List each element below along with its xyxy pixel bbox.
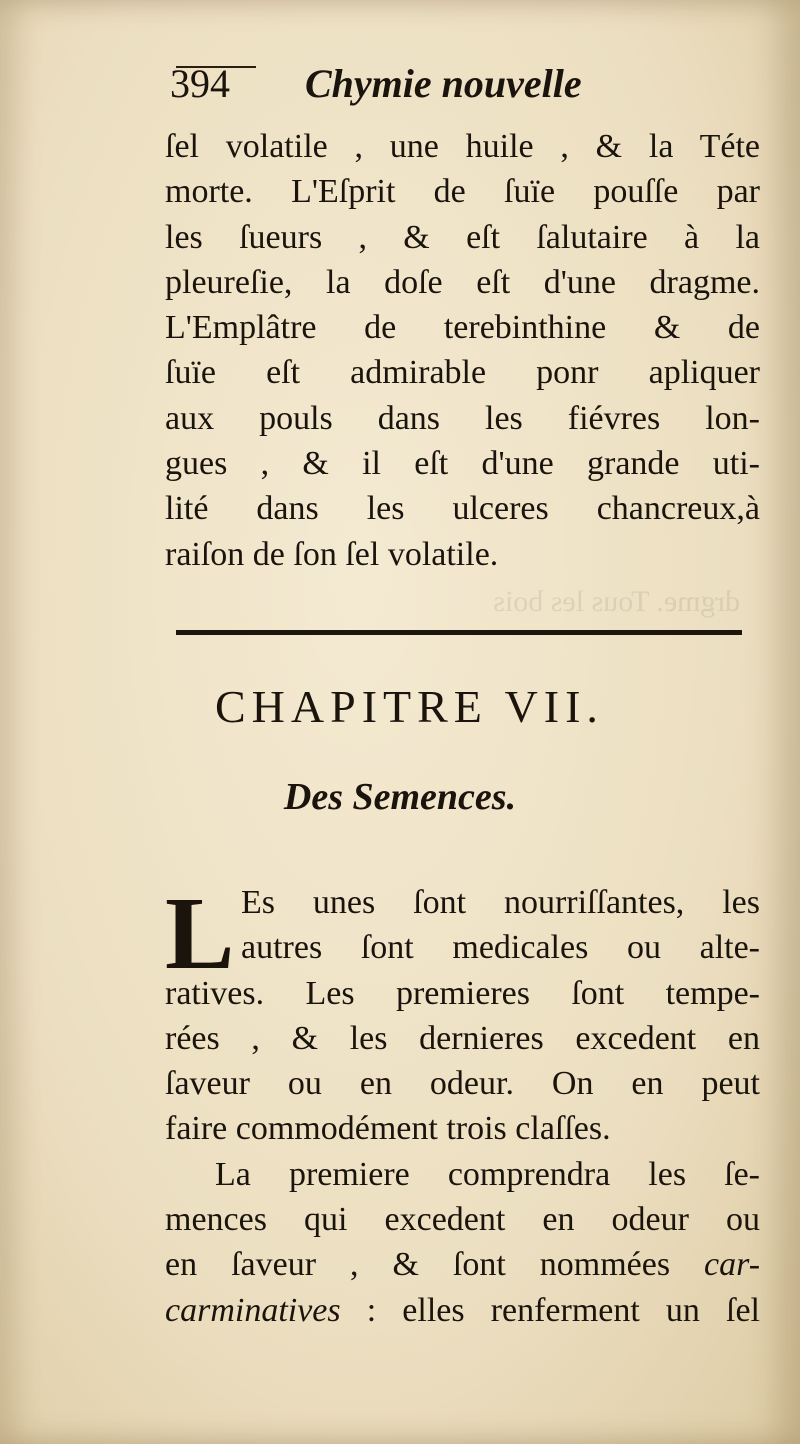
- chapter-heading: CHAPITRE VII.: [215, 681, 604, 732]
- text-line: aux pouls dans les fiévres lon-: [165, 399, 760, 437]
- top-paragraph: [165, 124, 760, 577]
- text-line: ratives. Les premieres ſont tempe-: [165, 974, 760, 1012]
- text-segment: en ſaveur , & ſont nommées: [165, 1246, 671, 1284]
- running-head: [170, 60, 770, 108]
- bleed-through-text: drgme. Tous les bois: [493, 585, 740, 618]
- text-line: L'Emplâtre de terebinthine & de: [165, 309, 760, 347]
- text-line: les ſueurs , & eſt ſalutaire à la: [165, 218, 760, 256]
- text-line: ſuïe eſt admirable ponr apliquer: [165, 354, 760, 392]
- section-rule: [176, 630, 742, 635]
- italic-word: carminatives: [165, 1291, 341, 1329]
- text-line: Es unes ſont nourriſſantes, les: [241, 884, 760, 921]
- text-line: [165, 1242, 760, 1287]
- text-line: autres ſont medicales ou alte-: [241, 929, 760, 967]
- text-line: mences qui excedent en odeur ou: [165, 1201, 760, 1239]
- text-line: pleureſie, la doſe eſt d'une dragme.: [165, 263, 760, 301]
- text-segment: : elles renferment un ſel: [366, 1291, 761, 1329]
- running-title: Chymie nouvelle: [305, 61, 582, 106]
- text-line: ſel volatile , une huile , & la Téte: [165, 128, 760, 165]
- section-paragraph: [165, 876, 761, 1333]
- text-line: faire commodément trois claſſes.: [165, 1110, 611, 1148]
- text-line: [165, 1288, 760, 1333]
- drop-cap: L: [165, 876, 235, 991]
- text-line: lité dans les ulceres chancreux,à: [165, 490, 760, 528]
- text-line: gues , & il eſt d'une grande uti-: [165, 445, 760, 483]
- page-number: 394: [170, 61, 230, 106]
- text-line: rées , & les dernieres excedent en: [165, 1019, 760, 1057]
- text-line: ſaveur ou en odeur. On en peut: [165, 1065, 760, 1103]
- text-line: raiſon de ſon ſel volatile.: [165, 535, 499, 573]
- chapter-subheading: Des Semences.: [283, 776, 517, 818]
- text-line: morte. L'Eſprit de ſuïe pouſſe par: [165, 173, 760, 211]
- text-line: La premiere comprendra les ſe-: [215, 1155, 760, 1193]
- italic-segment: car-: [704, 1246, 761, 1284]
